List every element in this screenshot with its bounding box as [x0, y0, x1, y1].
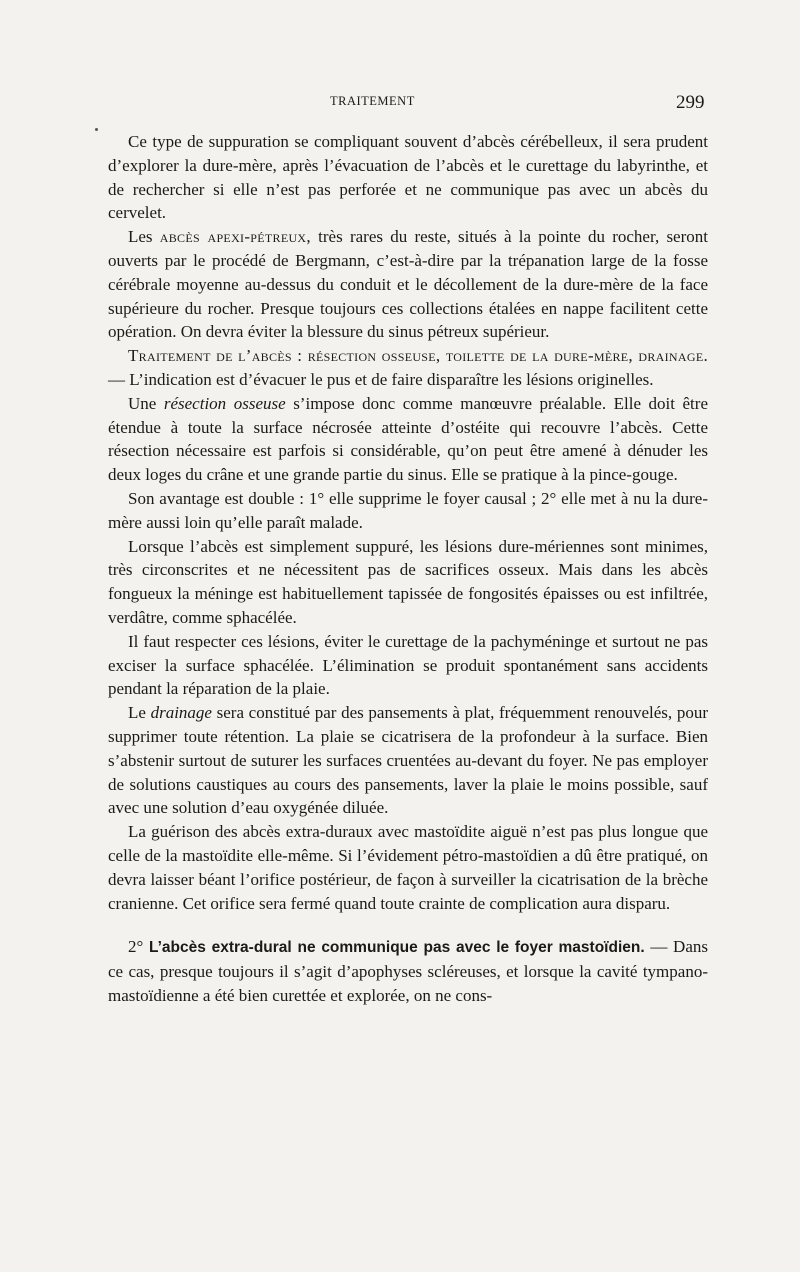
paragraph-bone-resection	[108, 392, 708, 487]
paragraph-text: très rares du reste, situés à la pointe du rocher, seront ouverts par le procédé de Bergmann, c’est-à-dire par la trépanation large de la fosse cérébrale moyenne au-dessus du conduit et le décollement de la dure-mère de la face supérieure du rocher. Presque toujours ces collections étalées en nappe facilitent cette opération. On devra éviter la blessure du sinus pétreux supérieur.	[108, 227, 708, 342]
lead-text: Le	[128, 703, 151, 723]
paragraph-lesions: Lorsque l’abcès est simplement suppuré, les lésions dure-mériennes sont minimes, très circonscrites et ne nécessitent pas de sacrifices osseux. Mais dans les abcès fongueux la méninge est habituellement tapissée de fongosités épaisses ou est infiltrée, verdâtre, comme sphacélée.	[108, 536, 708, 627]
paragraph-drainage	[108, 701, 708, 820]
paragraph-advantage: Son avantage est double : 1° elle supprime le foyer causal ; 2° elle met à nu la dure-mère aussi loin qu’elle paraît malade.	[108, 488, 708, 532]
italic-term: résection osseuse	[163, 393, 286, 413]
running-title: TRAITEMENT	[330, 94, 415, 108]
print-speck	[95, 128, 98, 131]
paragraph-healing: La guérison des abcès extra-duraux avec mastoïdite aiguë n’est pas plus longue que celle de la mastoïdite elle-même. Si l’évidement pétro-mastoïdien a dû être pratiqué, on devra laisser béant l’orifice postérieur, de façon à surveiller la cicatrisation de la brèche cranienne. Cet orifice sera fermé quand toute crainte de complication aura disparu.	[108, 822, 708, 913]
body-text	[108, 130, 708, 1008]
paragraph-apex-petrous-abscess	[108, 225, 708, 344]
paragraph-text: — L’indication est d’évacuer le pus et de faire disparaître les lésions originelles.	[108, 369, 654, 389]
paragraph-respect-lesions: Il faut respecter ces lésions, éviter le curettage de la pachyméninge et surtout ne pas exciser la surface sphacélée. L’élimination se produit spontanément sans accidents pendant la réparation de la plaie.	[108, 631, 708, 699]
italic-term: drainage	[150, 703, 212, 723]
paragraph-non-communicating	[108, 935, 708, 1007]
paragraph-treatment-heading	[108, 344, 708, 392]
lead-text: Les	[128, 227, 160, 247]
running-head	[0, 92, 800, 116]
paragraph-text: — Dans ce cas, presque toujours il s’agit d’apophyses scléreuses, et lorsque la cavité tympano-mastoïdienne a été bien curettée et explorée, on ne cons-	[108, 937, 708, 1005]
section-number: 2°	[128, 937, 149, 957]
paragraph-cerebellar-abscess: Ce type de suppuration se compliquant souvent d’abcès cérébelleux, il sera prudent d’explorer la dure-mère, après l’évacuation de l’abcès et le curettage du labyrinthe, et de rechercher si elle n’est pas perforée et ne communique pas avec un abcès du cervelet.	[108, 132, 708, 223]
paragraph-text: s’impose donc comme manœuvre préalable. Elle doit être étendue à toute la surface nécrosée atteinte d’ostéite qui recouvre l’abcès. Cette résection nécessaire est parfois si considérable, qu’on peut être amené à dénuder les deux loges du crâne et une grande partie du sinus. Elle se pratique à la pince-gouge.	[108, 393, 708, 485]
page-number: 299	[676, 92, 705, 113]
section-heading: Traitement de l’abcès : résection osseuse, toilette de la dure-mère, drainage.	[128, 346, 708, 366]
paragraph-text: sera constitué par des pansements à plat, fréquemment renouvelés, pour supprimer toute rétention. La plaie se cicatrisera de la profondeur à la surface. Bien s’abstenir surtout de suturer les surfaces cruentées au-devant du foyer. Ne pas employer de solutions caustiques au cours des pansements, laver la plaie le moins possible, sauf avec une solution d’eau oxygénée diluée.	[108, 703, 708, 818]
subsection-heading: L’abcès extra-dural ne communique pas avec le foyer mastoïdien.	[149, 939, 645, 957]
lead-text: Une	[128, 393, 164, 413]
term-apexi-petreux: abcès apexi-pétreux,	[159, 227, 311, 247]
